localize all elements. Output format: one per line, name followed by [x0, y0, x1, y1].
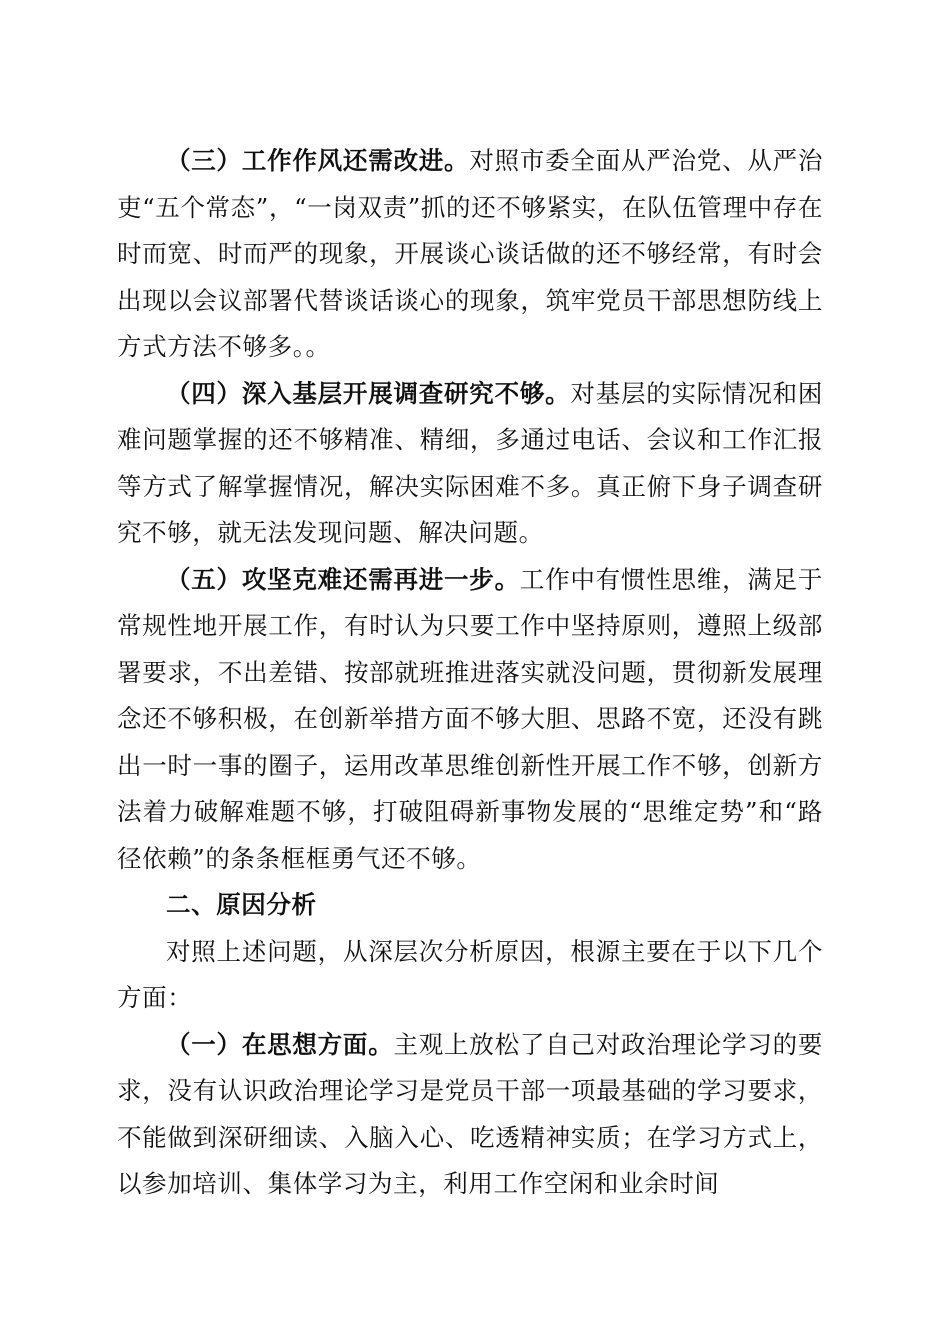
paragraph-cause-intro: 对照上述问题，从深层次分析原因，根源主要在于以下几个方面：: [117, 936, 823, 1012]
section-heading-cause-analysis: 二、原因分析: [166, 890, 317, 919]
paragraph-grassroots-research: [117, 371, 823, 557]
paragraph-text: 工作中有惯性思维，满足于常规性地开展工作，有时认为只要工作中坚持原则，遵照上级部署要求，不出差错、按部就班推进落实就没问题，贯彻新发展理念还不够积极，在创新举措方面不够大胆、思路不宽，还没有跳出一时一事的圈子，运用改革思维创新性开展工作不够，创新方法着力破解难题不够，打破阻碍新事物发展的“思维定势”和“路径依赖”的条条框框勇气还不够。: [117, 564, 823, 873]
paragraph-text: 对照市委全面从严治党、从严治吏“五个常态”，“一岗双责”抓的还不够紧实，在队伍管理中存在时而宽、时而严的现象，开展谈心谈话做的还不够经常，有时会出现以会议部署代替谈话谈心的现象，筑牢党员干部思想防线上方式方法不够多。。: [117, 146, 823, 361]
paragraph-lead: （四）深入基层开展调查研究不够。: [166, 378, 571, 408]
paragraph-work-style: [117, 138, 823, 371]
document-body: [117, 138, 823, 1208]
paragraph-tackle-difficulties: [117, 557, 823, 883]
paragraph-ideology: [117, 1022, 823, 1208]
paragraph-lead: （三）工作作风还需改进。: [166, 146, 470, 175]
paragraph-lead: （一）在思想方面。: [166, 1029, 394, 1059]
paragraph-text: 对基层的实际情况和困难问题掌握的还不够精准、精细，多通过电话、会议和工作汇报等方式了解掌握情况，解决实际困难不多。真正俯下身子调查研究不够，就无法发现问题、解决问题。: [117, 378, 824, 547]
paragraph-lead: （五）攻坚克难还需再进一步。: [166, 564, 520, 594]
paragraph-text: 主观上放松了自己对政治理论学习的要求，没有认识政治理论学习是党员干部一项最基础的学习要求，不能做到深研细读、入脑入心、吃透精神实质；在学习方式上，以参加培训、集体学习为主，利用工作空闲和业余时间: [117, 1029, 823, 1198]
